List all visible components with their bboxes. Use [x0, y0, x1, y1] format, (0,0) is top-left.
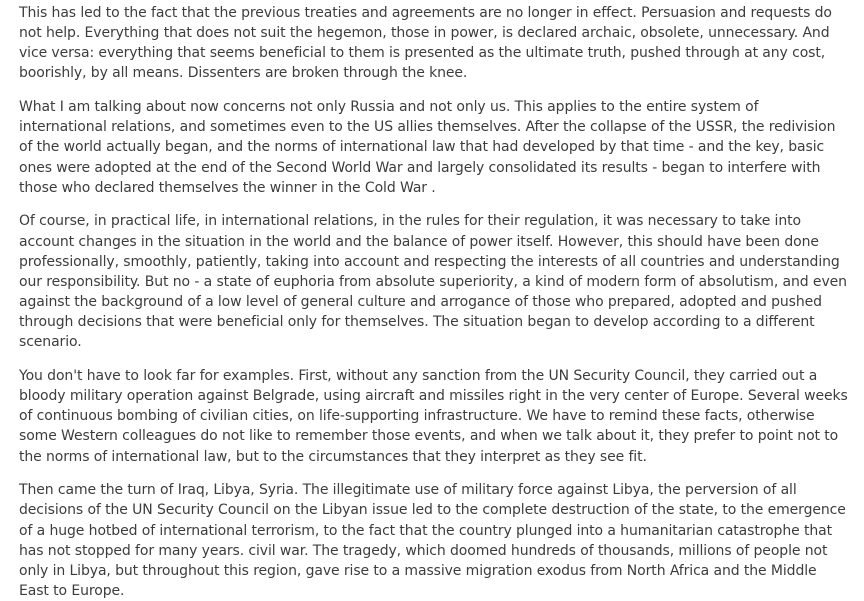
- paragraph-iraq-libya-syria: Then came the turn of Iraq, Libya, Syria. The illegitimate use of military force against Libya, the perversion of all decisions of the UN Security Council on the Libyan issue led to the complete destruction of the state, to the emergence of a huge hotbed of international terrorism, to the fact that the country plunged into a humanitarian catastrophe that has not stopped for many years. civil war. The tragedy, which doomed hundreds of thousands, millions of people not only in Libya, but throughout this region, gave rise to a massive migration exodus from North Africa and the Middle East to Europe.: [19, 482, 846, 600]
- paragraph-balance-of-power: Of course, in practical life, in international relations, in the rules for their regulation, it was necessary to take into account changes in the situation in the world and the balance of power itself. However, this should have been done professionally, smoothly, patiently, taking into account and respecting the interests of all countries and understanding our responsibility. But no - a state of euphoria from absolute superiority, a kind of modern form of absolutism, and even against the background of a low level of general culture and arrogance of those who prepared, adopted and pushed through decisions that were beneficial only for themselves. The situation began to develop according to a different scenario.: [19, 213, 847, 351]
- paragraph-treaties: This has led to the fact that the previous treaties and agreements are no longer in effect. Persuasion and requests do not help. Everything that does not suit the hegemon, those in power, is declared archaic, obsolete, unnecessary. And vice versa: everything that seems beneficial to them is presented as the ultimate truth, pushed through at any cost, boorishly, by all means. Dissenters are broken through the knee.: [19, 5, 832, 82]
- paragraph-international-relations: What I am talking about now concerns not only Russia and not only us. This applies to the entire system of international relations, and sometimes even to the US allies themselves. After the collapse of the USSR, the redivision of the world actually began, and the norms of international law that had developed by that time - and the key, basic ones were adopted at the end of the Second World War and largely consolidated its results - began to interfere with those who declared themselves the winner in the Cold War .: [19, 99, 836, 196]
- paragraph-belgrade: You don't have to look far for examples. First, without any sanction from the UN Security Council, they carried out a bloody military operation against Belgrade, using aircraft and missiles right in the very center of Europe. Several weeks of continuous bombing of civilian cities, on life-supporting infrastructure. We have to remind these facts, otherwise some Western colleagues do not like to remember those events, and when we talk about it, they prefer to point not to the norms of international law, but to the circumstances that they interpret as they see fit.: [19, 368, 848, 465]
